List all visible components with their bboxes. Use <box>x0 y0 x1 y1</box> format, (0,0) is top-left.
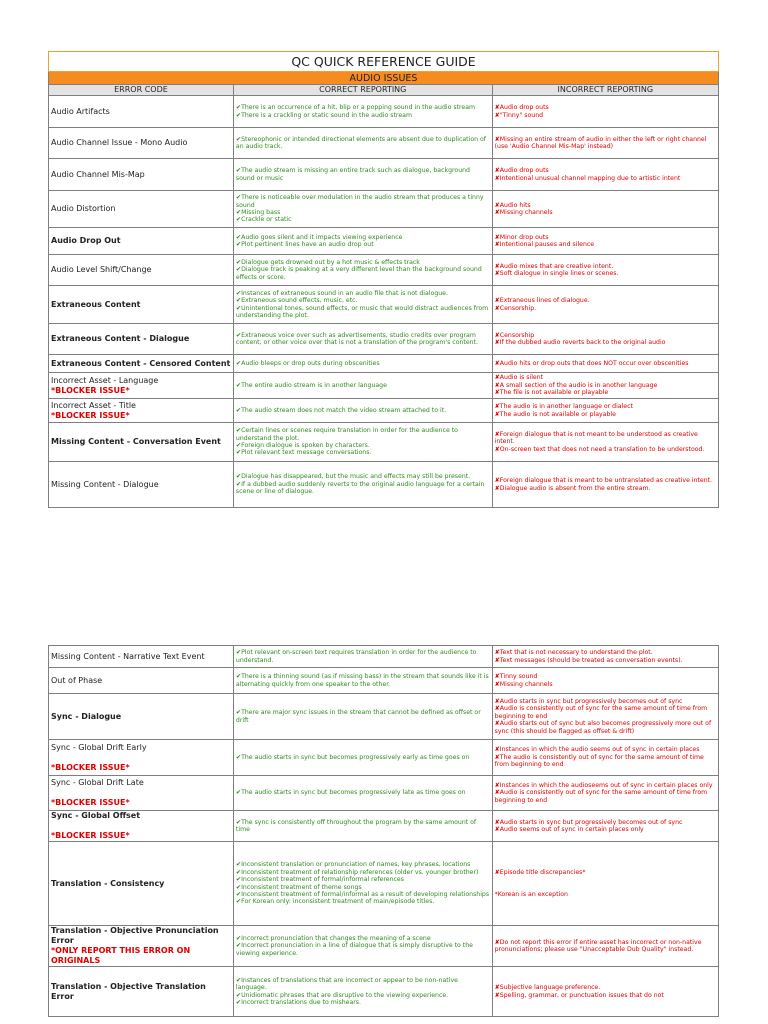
error-code-name: Out of Phase <box>51 675 103 685</box>
table-row <box>49 399 719 423</box>
correct-reporting-cell <box>233 191 492 228</box>
incorrect-reporting-item: ✘ The file is not available or playable <box>495 389 716 396</box>
incorrect-reporting-cell <box>492 228 718 255</box>
correct-reporting-item: ✔ Stereophonic or intended directional elements are absent due to duplication of an audio track. <box>236 136 490 151</box>
error-code-cell <box>49 646 234 668</box>
correct-reporting-item: ✔ Inconsistent translation or pronunciation of names, key phrases, locations <box>236 861 490 868</box>
incorrect-reporting-item: ✘ Audio seems out of sync in certain places only <box>495 826 716 833</box>
incorrect-reporting-item: ✘ Soft dialogue in single lines or scenes. <box>495 270 716 277</box>
incorrect-reporting-item: ✘ Foreign dialogue that is meant to be untranslated as creative intent. <box>495 477 716 484</box>
correct-reporting-item: ✔ Instances of extraneous sound in an audio file that is not dialogue. <box>236 290 490 297</box>
error-code-name: Sync - Global Drift Late <box>51 778 144 787</box>
blocker-issue-badge: *BLOCKER ISSUE* <box>51 798 130 807</box>
table-row <box>49 668 719 694</box>
error-code-name: Incorrect Asset - Language <box>51 375 159 385</box>
blocker-issue-badge: *BLOCKER ISSUE* <box>51 410 130 420</box>
incorrect-reporting-item: ✘ Audio is consistently out of sync for the same amount of time from beginning to end <box>495 789 716 804</box>
correct-reporting-item: ✔ Dialogue has disappeared, but the music and effects may still be present. <box>236 473 490 480</box>
correct-reporting-item: ✔ Extraneous sound effects, music, etc. <box>236 297 490 304</box>
correct-reporting-cell <box>233 373 492 399</box>
table-row <box>49 462 719 508</box>
correct-reporting-cell <box>233 694 492 740</box>
error-code-name: Audio Distortion <box>51 204 116 213</box>
correct-reporting-item: ✔ If a dubbed audio suddenly reverts to the original audio language for a certain scene or line of dialogue. <box>236 481 490 496</box>
incorrect-reporting-item: ✘ Instances in which the audioseems out of sync in certain places only <box>495 782 716 789</box>
correct-reporting-cell <box>233 967 492 1017</box>
correct-reporting-cell <box>233 668 492 694</box>
correct-reporting-cell <box>233 128 492 159</box>
correct-reporting-item: ✔ There is a crackling or static sound in the audio stream <box>236 112 490 119</box>
table-row <box>49 255 719 286</box>
table-row <box>49 811 719 842</box>
correct-reporting-item: ✔ Incorrect pronunciation that changes the meaning of a scene <box>236 935 490 942</box>
blocker-issue-badge: *BLOCKER ISSUE* <box>51 762 130 772</box>
correct-reporting-item: ✔ Audio bleeps or drop outs during obscenities <box>236 360 490 367</box>
incorrect-reporting-cell <box>492 740 718 776</box>
incorrect-reporting-item: ✘ Audio hits or drop outs that does NOT occur over obscenities <box>495 360 716 367</box>
incorrect-reporting-item: ✘ Intentional unusual channel mapping due to artistic intent <box>495 175 716 182</box>
error-code-name: Audio Channel Issue - Mono Audio <box>51 138 188 147</box>
correct-reporting-cell <box>233 399 492 423</box>
incorrect-reporting-item: ✘ On-screen text that does not need a translation to be understood. <box>495 446 716 453</box>
incorrect-reporting-cell <box>492 96 718 128</box>
correct-reporting-item: ✔ There is a thinning sound (as if missing bass) in the stream that sounds like it is alternating quickly from one speaker to the other. <box>236 673 490 688</box>
incorrect-reporting-cell <box>492 842 718 926</box>
table-row <box>49 191 719 228</box>
correct-reporting-cell <box>233 811 492 842</box>
error-code-cell <box>49 128 234 159</box>
correct-reporting-item: ✔ Foreign dialogue is spoken by characters. <box>236 442 490 449</box>
incorrect-reporting-item: ✘ Subjective language preference. <box>495 984 716 991</box>
blocker-issue-badge: *BLOCKER ISSUE* <box>51 831 130 840</box>
incorrect-reporting-cell <box>492 423 718 462</box>
error-code-cell <box>49 228 234 255</box>
incorrect-reporting-item: ✘ Text that is not necessary to understand the plot. <box>495 649 716 656</box>
incorrect-reporting-cell <box>492 128 718 159</box>
incorrect-reporting-item: ✘ Audio is silent <box>495 374 716 381</box>
correct-reporting-item: ✔ There are major sync issues in the stream that cannot be defined as offset or drift <box>236 709 490 724</box>
qc-reference-table-page-1 <box>48 51 719 508</box>
error-code-cell <box>49 423 234 462</box>
table-row <box>49 228 719 255</box>
correct-reporting-cell <box>233 423 492 462</box>
incorrect-reporting-cell <box>492 811 718 842</box>
table-row <box>49 159 719 191</box>
error-code-name: Translation - Objective Translation Error <box>51 981 206 1001</box>
incorrect-reporting-item: ✘ Censorship. <box>495 305 716 312</box>
error-code-name: Translation - Consistency <box>51 878 165 888</box>
error-code-name: Extraneous Content - Dialogue <box>51 334 190 343</box>
error-code-cell <box>49 255 234 286</box>
incorrect-reporting-item: ✘ Text messages (should be treated as conversation events). <box>495 657 716 664</box>
error-code-cell <box>49 96 234 128</box>
column-header-correct-reporting: CORRECT REPORTING <box>233 85 492 96</box>
incorrect-reporting-item: ✘ The audio is not available or playable <box>495 411 716 418</box>
error-code-cell <box>49 668 234 694</box>
table-row <box>49 96 719 128</box>
correct-reporting-item: ✔ There is an occurrence of a hit, blip or a popping sound in the audio stream <box>236 104 490 111</box>
error-code-cell <box>49 740 234 776</box>
error-code-cell <box>49 324 234 355</box>
incorrect-reporting-item: ✘ Missing channels <box>495 681 716 688</box>
table-row <box>49 967 719 1017</box>
blocker-issue-badge: *BLOCKER ISSUE* <box>51 385 130 395</box>
correct-reporting-item: ✔ Inconsistent treatment of formal/informal as a result of developing relationships <box>236 891 490 898</box>
correct-reporting-item: ✔ There is noticeable over modulation in the audio stream that produces a tinny sound <box>236 194 490 209</box>
incorrect-reporting-cell <box>492 399 718 423</box>
table-row <box>49 373 719 399</box>
correct-reporting-cell <box>233 324 492 355</box>
correct-reporting-item: ✔ Inconsistent treatment of relationship references (older vs. younger brother) <box>236 869 490 876</box>
correct-reporting-item: ✔ Dialogue gets drowned out by a hot music & effects track <box>236 259 490 266</box>
incorrect-reporting-cell <box>492 776 718 811</box>
incorrect-reporting-item: ✘ Audio mixes that are creative intent. <box>495 263 716 270</box>
error-code-name: Sync - Global Drift Early <box>51 742 147 752</box>
error-code-name: Audio Drop Out <box>51 236 121 245</box>
incorrect-reporting-item: ✘ Audio drop outs <box>495 104 716 111</box>
correct-reporting-cell <box>233 286 492 324</box>
correct-reporting-cell <box>233 776 492 811</box>
incorrect-reporting-cell <box>492 355 718 373</box>
incorrect-reporting-item: ✘ The audio is consistently out of sync for the same amount of time from beginning to end <box>495 754 716 769</box>
incorrect-reporting-item: ✘ Dialogue audio is absent from the entire stream. <box>495 485 716 492</box>
error-code-cell <box>49 967 234 1017</box>
correct-reporting-item: ✔ Incorrect pronunciation in a line of dialogue that is simply disruptive to the viewing experience. <box>236 942 490 957</box>
incorrect-reporting-cell <box>492 286 718 324</box>
table-row <box>49 286 719 324</box>
incorrect-reporting-cell <box>492 967 718 1017</box>
incorrect-reporting-item: ✘ Audio drop outs <box>495 167 716 174</box>
incorrect-reporting-item: ✘ If the dubbed audio reverts back to the original audio <box>495 339 716 346</box>
qc-reference-table-page-2 <box>48 645 719 1017</box>
table-row <box>49 926 719 967</box>
correct-reporting-item: ✔ Inconsistent treatment of theme songs <box>236 884 490 891</box>
error-code-name: Missing Content - Narrative Text Event <box>51 651 205 661</box>
error-code-cell <box>49 286 234 324</box>
error-code-name: Incorrect Asset - Title <box>51 400 136 410</box>
incorrect-reporting-item: ✘ "Tinny" sound <box>495 112 716 119</box>
incorrect-reporting-item: ✘ The audio is in another language or dialect <box>495 403 716 410</box>
incorrect-reporting-cell <box>492 462 718 508</box>
error-code-name: Audio Artifacts <box>51 106 110 116</box>
incorrect-reporting-item: ✘ A small section of the audio is in another language <box>495 382 716 389</box>
table-row <box>49 423 719 462</box>
error-code-name: Missing Content - Conversation Event <box>51 437 221 446</box>
error-code-name: Audio Channel Mis-Map <box>51 169 145 179</box>
error-code-name: Translation - Objective Pronunciation Error <box>51 926 219 945</box>
incorrect-reporting-item: ✘ Intentional pauses and silence <box>495 241 716 248</box>
correct-reporting-item: ✔ Plot pertinent lines have an audio drop out <box>236 241 490 248</box>
correct-reporting-item: ✔ Extraneous voice over such as advertisements, studio credits over program content, or other voice over that is not a translation of the program's content. <box>236 332 490 347</box>
correct-reporting-item: ✔ The sync is consistently off throughout the program by the same amount of time <box>236 819 490 834</box>
correct-reporting-cell <box>233 159 492 191</box>
correct-reporting-item: ✔ Certain lines or scenes require translation in order for the audience to understand the plot. <box>236 427 490 442</box>
incorrect-reporting-item: ✘ Audio starts out of sync but also becomes progressively more out of sync (this should be flagged as offset & drift) <box>495 720 716 735</box>
correct-reporting-item: ✔ The audio starts in sync but becomes progressively early as time goes on <box>236 754 490 761</box>
incorrect-reporting-item: ✘ Audio starts in sync but progressively becomes out of sync <box>495 698 716 705</box>
incorrect-reporting-item: ✘ Minor drop outs <box>495 234 716 241</box>
table-row <box>49 776 719 811</box>
incorrect-reporting-cell <box>492 159 718 191</box>
table-row <box>49 740 719 776</box>
correct-reporting-cell <box>233 255 492 286</box>
incorrect-reporting-cell <box>492 191 718 228</box>
correct-reporting-cell <box>233 646 492 668</box>
blocker-issue-badge: *ONLY REPORT THIS ERROR ON ORIGINALS <box>51 946 191 965</box>
incorrect-reporting-item: ✘ Spelling, grammar, or punctuation issues that do not <box>495 992 716 999</box>
correct-reporting-item: ✔ Plot relevant on-screen text requires translation in order for the audience to understand. <box>236 649 490 664</box>
incorrect-reporting-item: ✘ Missing an entire stream of audio in either the left or right channel (use 'Audio Channel Mis-Map' instead) <box>495 136 716 151</box>
correct-reporting-item: ✔ The audio stream is missing an entire track such as dialogue, background sound or music <box>236 167 490 182</box>
correct-reporting-cell <box>233 228 492 255</box>
error-code-cell <box>49 159 234 191</box>
correct-reporting-cell <box>233 842 492 926</box>
correct-reporting-item: ✔ Instances of translations that are incorrect or appear to be non-native language. <box>236 977 490 992</box>
error-code-name: Extraneous Content - Censored Content <box>51 358 231 368</box>
correct-reporting-item: ✔ Unidiomatic phrases that are disruptive to the viewing experience. <box>236 992 490 999</box>
correct-reporting-cell <box>233 462 492 508</box>
incorrect-reporting-item: ✘ Audio is consistently out of sync for the same amount of time from beginning to end <box>495 705 716 720</box>
correct-reporting-item: ✔ Inconsistent treatment of formal/informal references <box>236 876 490 883</box>
incorrect-reporting-item: ✘ Censorship <box>495 332 716 339</box>
error-code-cell <box>49 355 234 373</box>
correct-reporting-item: ✔ The audio stream does not match the video stream attached to it. <box>236 407 490 414</box>
correct-reporting-item: ✔ Missing bass <box>236 209 490 216</box>
correct-reporting-item: ✔ Crackle or static <box>236 216 490 223</box>
incorrect-reporting-cell <box>492 926 718 967</box>
incorrect-reporting-cell <box>492 646 718 668</box>
incorrect-reporting-cell <box>492 694 718 740</box>
correct-reporting-cell <box>233 96 492 128</box>
correct-reporting-item: ✔ Incorrect translations due to mishears. <box>236 999 490 1006</box>
correct-reporting-item: ✔ Unintentional tones, sound effects, or music that would distract audiences from understanding the plot. <box>236 305 490 320</box>
table-row <box>49 842 719 926</box>
incorrect-reporting-cell <box>492 324 718 355</box>
table-row <box>49 355 719 373</box>
table-row <box>49 694 719 740</box>
incorrect-reporting-item: ✘ Tinny sound <box>495 673 716 680</box>
incorrect-reporting-cell <box>492 373 718 399</box>
error-code-cell <box>49 462 234 508</box>
correct-reporting-item: ✔ The audio starts in sync but becomes progressively late as time goes on <box>236 789 490 796</box>
incorrect-reporting-item: ✘ Episode title discrepancies* <box>495 869 716 876</box>
error-code-cell <box>49 694 234 740</box>
incorrect-reporting-note: *Korean is an exception <box>494 890 568 898</box>
correct-reporting-cell <box>233 355 492 373</box>
correct-reporting-item: ✔ Dialogue track is peaking at a very different level than the background sound effects or score. <box>236 266 490 281</box>
correct-reporting-cell <box>233 740 492 776</box>
correct-reporting-item: ✔ The entire audio stream is in another language <box>236 382 490 389</box>
error-code-name: Sync - Dialogue <box>51 711 122 721</box>
correct-reporting-item: ✔ Plot relevant text message conversations. <box>236 449 490 456</box>
column-header-incorrect-reporting: INCORRECT REPORTING <box>492 85 718 96</box>
error-code-cell <box>49 926 234 967</box>
incorrect-reporting-item: ✘ Instances in which the audio seems out of sync in certain places <box>495 746 716 753</box>
error-code-name: Audio Level Shift/Change <box>51 265 152 274</box>
error-code-name: Sync - Global Offset <box>51 811 141 820</box>
incorrect-reporting-item: ✘ Foreign dialogue that is not meant to be understood as creative intent. <box>495 431 716 446</box>
error-code-name: Missing Content - Dialogue <box>51 479 159 489</box>
error-code-cell <box>49 842 234 926</box>
incorrect-reporting-item: ✘ Audio starts in sync but progressively becomes out of sync <box>495 819 716 826</box>
incorrect-reporting-cell <box>492 255 718 286</box>
correct-reporting-item: ✔ For Korean only: inconsistent treatment of main/episode titles. <box>236 898 490 905</box>
error-code-name: Extraneous Content <box>51 299 141 309</box>
incorrect-reporting-item: ✘ Do not report this error if entire asset has incorrect or non-native pronunciations; please use "Unacceptable Dub Quality" instead. <box>495 939 716 954</box>
incorrect-reporting-item: ✘ Missing channels <box>495 209 716 216</box>
section-header-audio-issues: AUDIO ISSUES <box>49 72 719 85</box>
error-code-cell <box>49 776 234 811</box>
column-header-error-code: ERROR CODE <box>49 85 234 96</box>
incorrect-reporting-item: ✘ Extraneous lines of dialogue. <box>495 297 716 304</box>
incorrect-reporting-item: ✘ Audio hits <box>495 202 716 209</box>
error-code-cell <box>49 399 234 423</box>
error-code-cell <box>49 191 234 228</box>
page-title: QC QUICK REFERENCE GUIDE <box>49 52 719 72</box>
error-code-cell <box>49 811 234 842</box>
incorrect-reporting-cell <box>492 668 718 694</box>
correct-reporting-item: ✔ Audio goes silent and it impacts viewing experience <box>236 234 490 241</box>
table-row <box>49 324 719 355</box>
error-code-cell <box>49 373 234 399</box>
table-row <box>49 646 719 668</box>
correct-reporting-cell <box>233 926 492 967</box>
table-row <box>49 128 719 159</box>
